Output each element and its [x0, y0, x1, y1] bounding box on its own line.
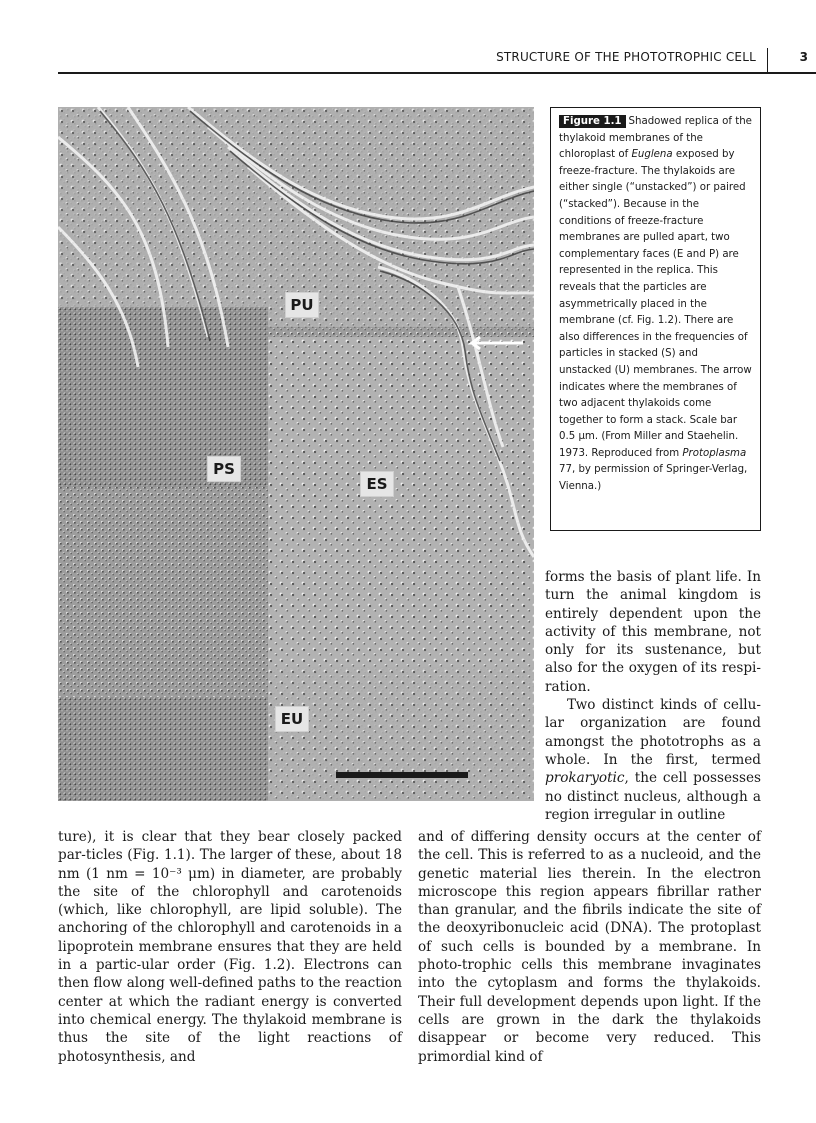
- paragraph-nucleoid: and of differing density occurs at the center of the cell. This is referred to as a nucleoid, and the genetic material lies therein. In the electron microscope this region appears fibrillar rather than granular, and the fibrils indicate the site of the deoxyribonucleic acid (DNA). The protoplast of such cells is bounded by a membrane. In photo-trophic cells this membrane invaginates into the cytoplasm and forms the thylakoids. Their full development depends upon light. If the cells are grown in the dark the thylakoids disappear or become very reduced. This primordial kind of: [418, 829, 761, 1065]
- figure-caption-italic-2: Protoplasma: [682, 447, 747, 459]
- micrograph-image: [58, 107, 534, 801]
- running-head-divider: [767, 48, 769, 72]
- figure-caption: [550, 107, 761, 531]
- paragraph-text: , the cell possesses no distinct nucleus, although a region irregular in outline: [545, 770, 761, 823]
- figure-caption-italic-1: Euglena: [631, 149, 673, 161]
- paragraph-plant-life: forms the basis of plant life. In turn the animal kingdom is entirely dependent upon the activity of this membrane, not only for its sustenance, but also for the oxygen of its respi-ration.: [545, 569, 761, 695]
- header-rule: [58, 72, 816, 74]
- figure-caption-text-1: Shadowed replica of the thylakoid membranes of the chloroplast of: [559, 116, 752, 161]
- figure-label-eu: EU: [276, 707, 308, 731]
- figure-label-ps: PS: [208, 457, 240, 481]
- body-column-right-bottom: [418, 828, 761, 1068]
- paragraph-particles: ture), it is clear that they bear closely packed par-ticles (Fig. 1.1). The larger of these, about 18 nm (1 nm = 10⁻³ μm) in diameter, are probably the site of the chlorophyll and carotenoids (which, like chlorophyll, are lipid soluble). The anchoring of the chlorophyll and carotenoids in a lipoprotein membrane ensures that they are held in a partic-ular order (Fig. 1.2). Electrons can then flow along well-defined paths to the reaction center at which the radiant energy is converted into chemical energy. The thylakoid membrane is thus the site of the light reactions of photosynthesis, and: [58, 829, 402, 1065]
- paragraph-cellular-organization: [545, 696, 761, 824]
- figure-micrograph: [58, 107, 534, 801]
- figure-label-pu: PU: [286, 293, 318, 317]
- page-number: 3: [799, 50, 808, 64]
- body-column-left-bottom: [58, 828, 402, 1068]
- figure-caption-text-3: 77, by permission of Springer-Verlag, Vienna.): [559, 464, 748, 493]
- running-head: [58, 50, 816, 72]
- running-title: STRUCTURE OF THE PHOTOTROPHIC CELL: [496, 50, 756, 64]
- body-column-right-top: [545, 568, 761, 831]
- paragraph-text: Two distinct kinds of cellu-lar organization are found amongst the phototrophs as a whole. In the first, termed: [545, 697, 761, 768]
- term-prokaryotic: prokaryotic: [545, 770, 625, 787]
- figure-caption-label: Figure 1.1: [559, 115, 626, 128]
- scale-bar: [336, 772, 468, 778]
- figure-label-es: ES: [361, 472, 393, 496]
- figure-caption-text-2: exposed by freeze-fracture. The thylakoids are either single (“unstacked”) or paired (“stacked”). Because in the conditions of freeze-fracture membranes are pulled apart, two complementary faces (E and P) are represented in the replica. This reveals that the particles are asymmetrically placed in the membrane (cf. Fig. 1.2). There are also differences in the frequencies of particles in stacked (S) and unstacked (U) membranes. The arrow indicates where the membranes of two adjacent thylakoids come together to form a stack. Scale bar 0.5 μm. (From Miller and Staehelin. 1973. Reproduced from: [559, 149, 752, 459]
